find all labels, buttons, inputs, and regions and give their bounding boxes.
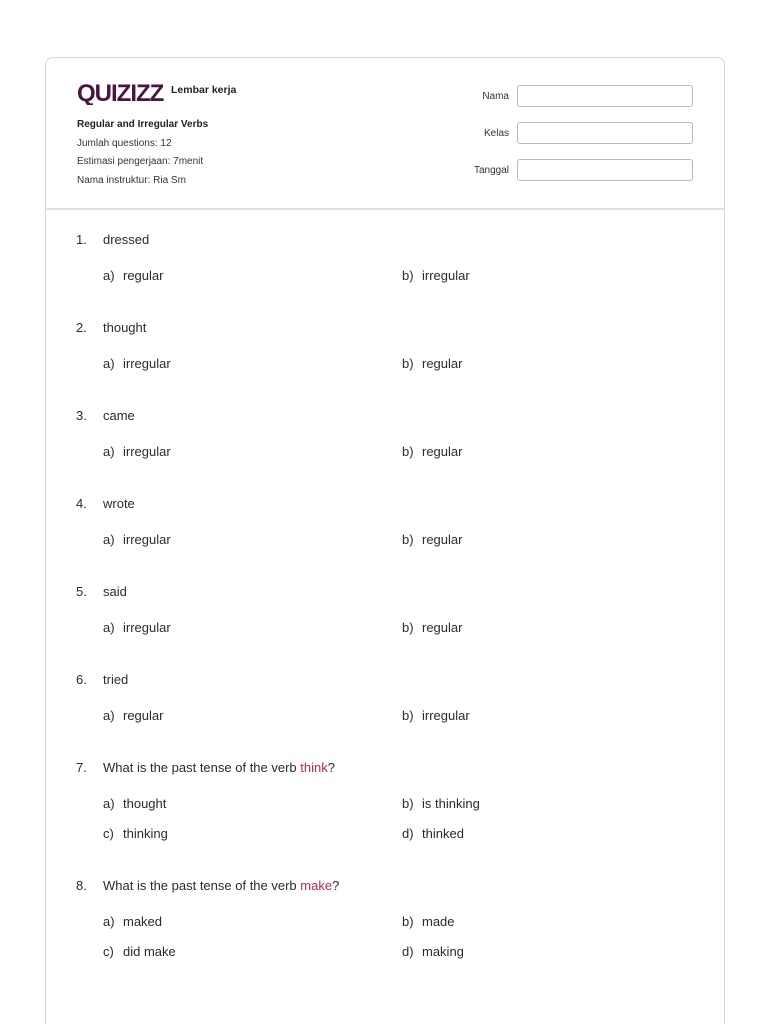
question-count: Jumlah questions: 12 (77, 137, 172, 149)
name-input[interactable] (517, 85, 693, 107)
question-text (103, 496, 135, 512)
option-letter: b) (402, 356, 414, 371)
question-number: 2. (76, 320, 87, 335)
option-letter: d) (402, 826, 414, 841)
option-text: regular (422, 532, 463, 547)
option-letter: b) (402, 620, 414, 635)
option-letter: a) (103, 708, 115, 723)
quiz-title: Regular and Irregular Verbs (77, 119, 209, 130)
answer-option[interactable] (103, 268, 402, 284)
question-item (76, 408, 706, 460)
class-input[interactable] (517, 122, 693, 144)
brand (77, 79, 236, 105)
question-text-main: came (103, 408, 135, 423)
question-list (76, 232, 706, 960)
answer-option[interactable] (402, 708, 682, 724)
option-letter: c) (103, 944, 114, 959)
date-input[interactable] (517, 159, 693, 181)
question-text-main: What is the past tense of the verb (103, 760, 301, 775)
answer-option[interactable] (103, 914, 402, 930)
option-text: irregular (422, 268, 470, 283)
option-text: regular (422, 356, 463, 371)
question-highlight-word: think (300, 760, 328, 775)
option-letter: a) (103, 356, 115, 371)
answer-option[interactable] (402, 914, 682, 930)
question-item (76, 760, 706, 842)
question-text-main: tried (103, 672, 129, 687)
answer-options (103, 532, 706, 548)
answer-option[interactable] (103, 708, 402, 724)
question-highlight-word: make (300, 878, 333, 893)
question-text (103, 232, 149, 248)
answer-option[interactable] (402, 944, 682, 960)
instructor-name: Nama instruktur: Ria Sm (77, 174, 186, 186)
option-letter: b) (402, 708, 414, 723)
name-field-row (466, 85, 694, 107)
quizizz-logo (77, 79, 165, 105)
quiz-meta (77, 116, 208, 190)
question-text (103, 760, 335, 776)
answer-option[interactable] (402, 796, 682, 812)
option-letter: b) (402, 268, 414, 283)
option-text: irregular (123, 620, 171, 635)
question-text-main: What is the past tense of the verb (103, 878, 301, 893)
question-line (76, 760, 706, 776)
option-text: thought (123, 796, 167, 811)
answer-option[interactable] (402, 532, 682, 548)
question-text (103, 320, 146, 336)
option-text: thinking (123, 826, 168, 841)
question-item (76, 496, 706, 548)
option-letter: b) (402, 796, 414, 811)
option-text: irregular (123, 532, 171, 547)
question-text-main: thought (103, 320, 147, 335)
question-text (103, 408, 135, 424)
option-text: did make (123, 944, 176, 959)
option-text: made (422, 914, 455, 929)
answer-option[interactable] (103, 944, 402, 960)
answer-option[interactable] (402, 444, 682, 460)
question-line (76, 320, 706, 336)
option-text: regular (422, 444, 463, 459)
estimated-time: Estimasi pengerjaan: 7menit (77, 156, 204, 167)
worksheet-label: Lembar kerja (171, 84, 237, 96)
answer-options (103, 268, 706, 284)
question-line (76, 584, 706, 600)
answer-options (103, 356, 706, 372)
question-item (76, 232, 706, 284)
question-line (76, 232, 706, 248)
answer-option[interactable] (103, 826, 402, 842)
option-letter: a) (103, 444, 115, 459)
option-letter: a) (103, 532, 115, 547)
question-item (76, 672, 706, 724)
answer-options (103, 914, 706, 960)
question-number: 1. (76, 232, 87, 247)
answer-option[interactable] (103, 532, 402, 548)
question-text (103, 878, 339, 894)
answer-option[interactable] (402, 620, 682, 636)
question-number: 5. (76, 584, 87, 599)
worksheet-header (46, 58, 724, 210)
question-number: 4. (76, 496, 87, 511)
option-letter: b) (402, 444, 414, 459)
option-letter: b) (402, 914, 414, 929)
question-number: 6. (76, 672, 87, 687)
date-field-row (466, 159, 694, 181)
option-text: irregular (123, 356, 171, 371)
option-text: maked (123, 914, 163, 929)
answer-option[interactable] (402, 356, 682, 372)
date-label: Tanggal (473, 164, 509, 176)
question-text-end: ? (332, 878, 340, 893)
answer-options (103, 444, 706, 460)
question-text-main: said (103, 584, 127, 599)
answer-option[interactable] (103, 620, 402, 636)
name-label: Nama (482, 90, 509, 102)
question-text-main: dressed (103, 232, 150, 247)
answer-options (103, 708, 706, 724)
option-text: irregular (123, 444, 171, 459)
option-text: regular (123, 268, 164, 283)
class-label: Kelas (483, 127, 509, 139)
question-text (103, 672, 128, 688)
question-item (76, 320, 706, 372)
question-number: 7. (76, 760, 87, 775)
answer-option[interactable] (402, 268, 682, 284)
question-text (103, 584, 127, 600)
question-number: 3. (76, 408, 87, 423)
answer-option[interactable] (402, 826, 682, 842)
question-item (76, 878, 706, 960)
logo-text: QUIZIZZ (77, 80, 164, 105)
question-line (76, 496, 706, 512)
question-line (76, 408, 706, 424)
option-text: irregular (422, 708, 470, 723)
option-text: regular (422, 620, 463, 635)
question-item (76, 584, 706, 636)
option-letter: a) (103, 620, 115, 635)
option-text: thinked (422, 826, 464, 841)
option-letter: c) (103, 826, 114, 841)
option-text: making (422, 944, 464, 959)
option-text: is thinking (422, 796, 480, 811)
option-letter: b) (402, 532, 414, 547)
option-letter: a) (103, 796, 115, 811)
question-text-end: ? (327, 760, 335, 775)
question-line (76, 672, 706, 688)
answer-option[interactable] (103, 444, 402, 460)
worksheet-page (45, 57, 725, 1024)
answer-option[interactable] (103, 356, 402, 372)
class-field-row (466, 122, 694, 144)
answer-options (103, 796, 706, 842)
option-text: regular (123, 708, 164, 723)
question-number: 8. (76, 878, 87, 893)
question-text-main: wrote (103, 496, 135, 511)
option-letter: d) (402, 944, 414, 959)
answer-option[interactable] (103, 796, 402, 812)
option-letter: a) (103, 914, 115, 929)
answer-options (103, 620, 706, 636)
question-line (76, 878, 706, 894)
option-letter: a) (103, 268, 115, 283)
